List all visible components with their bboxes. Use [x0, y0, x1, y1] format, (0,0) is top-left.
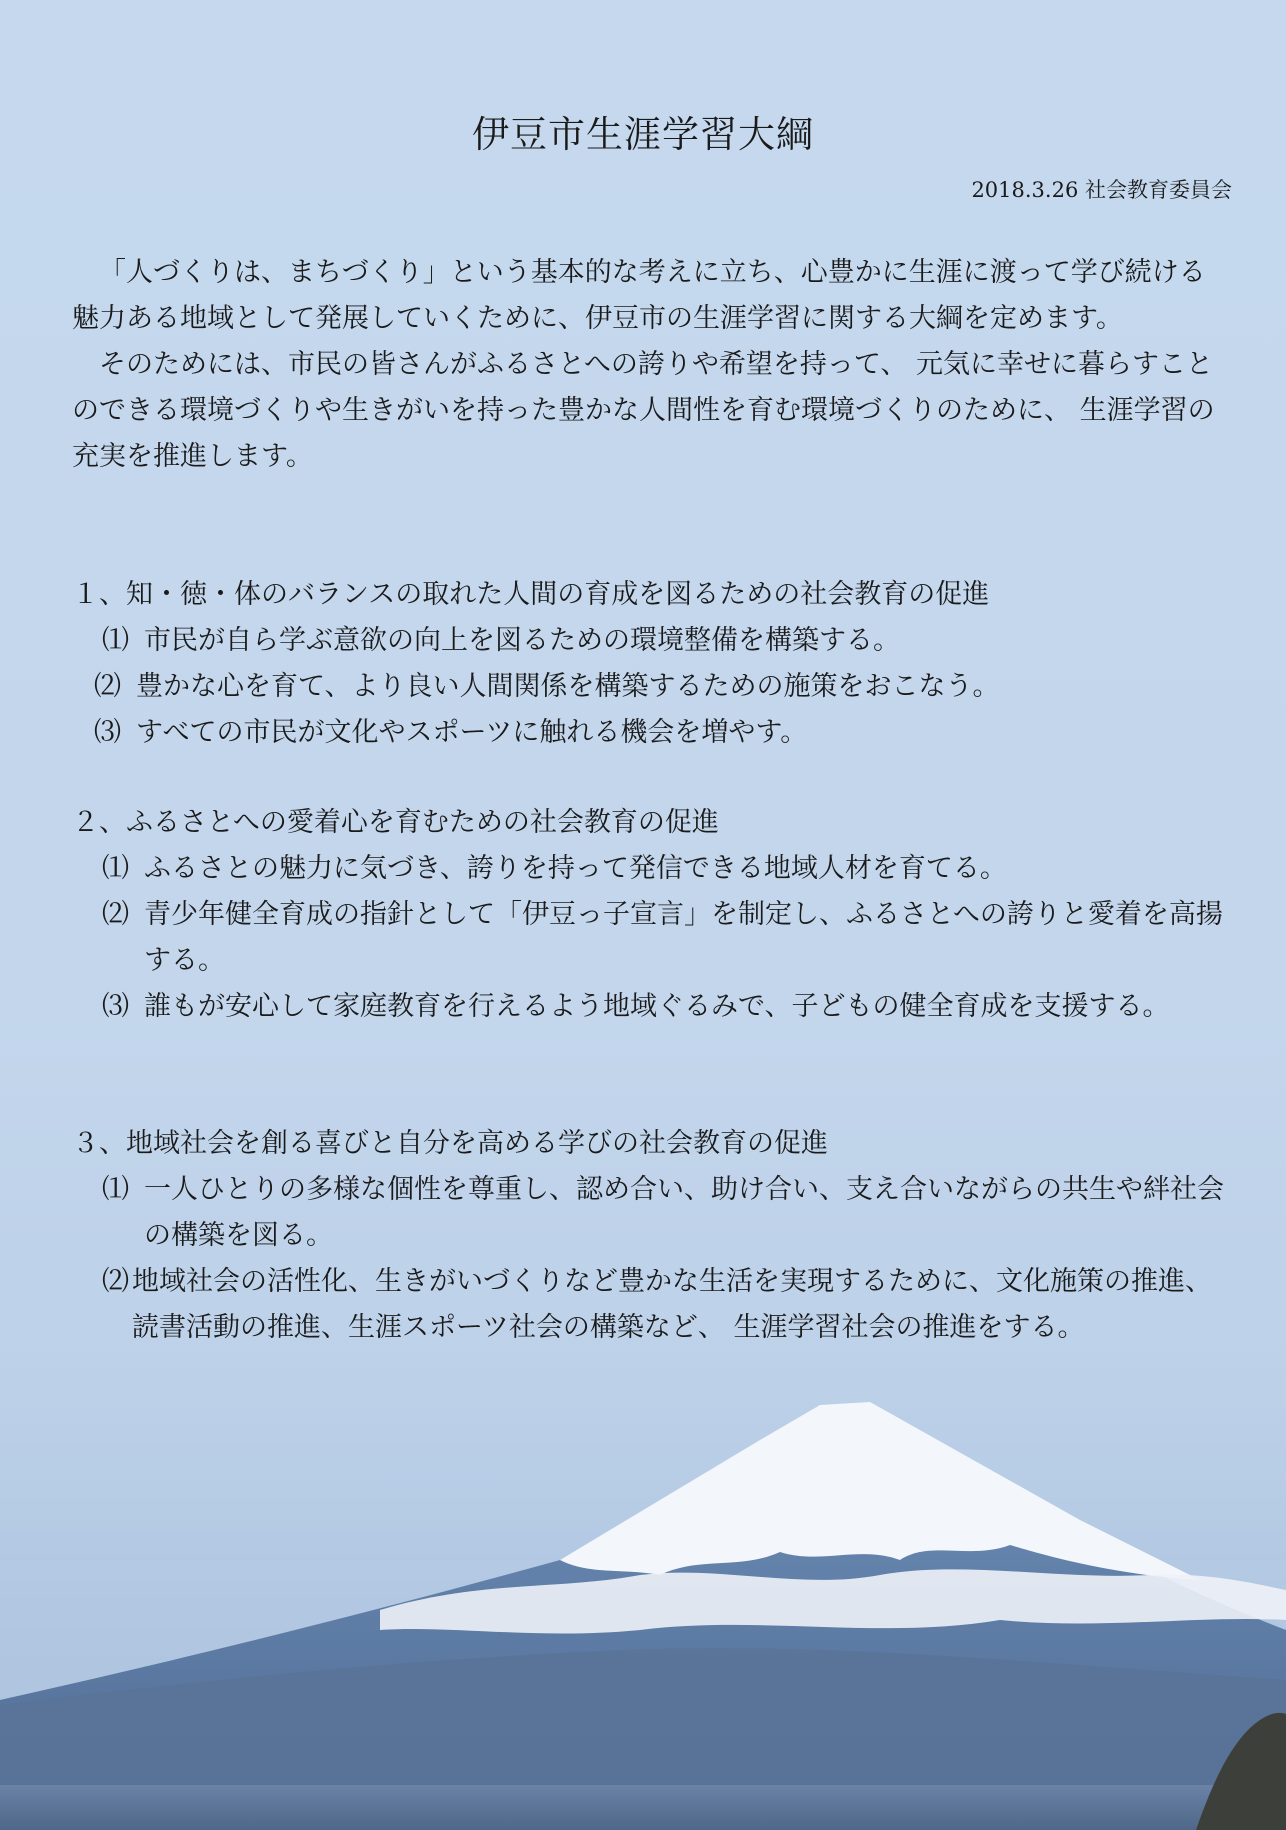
item-number: ⑶ [94, 717, 121, 748]
item-text: 一人ひとりの多様な個性を尊重し、認め合い、助け合い、支え合いながらの共生や絆社会の構築を図る。 [144, 1174, 1224, 1251]
intro-paragraph: 「人づくりは、まちづくり」という基本的な考えに立ち、心豊かに生涯に渡って学び続ける魅力ある地域として発展していくために、伊豆市の生涯学習に関する大綱を定めます。 [72, 257, 1206, 334]
list-item [72, 1259, 1232, 1351]
item-text: ふるさとの魅力に気づき、誇りを持って発信できる地域人材を育てる。 [144, 853, 1007, 884]
section-list [72, 846, 1232, 1030]
item-text: 誰もが安心して家庭教育を行えるよう地域ぐるみで、子どもの健全育成を支援する。 [144, 991, 1170, 1022]
list-item [72, 664, 1232, 710]
intro [72, 250, 1232, 480]
intro-paragraph: そのためには、市民の皆さんがふるさとへの誇りや希望を持って、 元気に幸せに暮らすことのできる環境づくりや生きがいを持った豊かな人間性を育む環境づくりのために、 生涯学習の充実を推進します。 [72, 349, 1215, 472]
section-list [72, 1167, 1232, 1351]
item-text: すべての市民が文化やスポーツに触れる機会を増やす。 [136, 717, 808, 748]
list-item [72, 846, 1232, 892]
section-heading: ３、地域社会を創る喜びと自分を高める学びの社会教育の促進 [72, 1128, 828, 1159]
list-item [72, 618, 1232, 664]
section-heading: ２、ふるさとへの愛着心を育むための社会教育の促進 [72, 807, 719, 838]
item-number: ⑵ [102, 1266, 129, 1297]
page-title: 伊豆市生涯学習大綱 [472, 113, 814, 156]
section-1 [72, 572, 1232, 756]
item-text: 市民が自ら学ぶ意欲の向上を図るための環境整備を構築する。 [144, 625, 900, 656]
item-number: ⑵ [102, 899, 129, 930]
item-text: 青少年健全育成の指針として「伊豆っ子宣言」を制定し、ふるさとへの誇りと愛着を高揚する。 [144, 899, 1223, 976]
section-2 [72, 800, 1232, 1030]
list-item [72, 984, 1232, 1030]
list-item [72, 710, 1232, 756]
item-number: ⑴ [102, 1174, 129, 1205]
item-text: 豊かな心を育て、より良い人間関係を構築するための施策をおこなう。 [136, 671, 1000, 702]
item-number: ⑶ [102, 991, 129, 1022]
item-text: 地域社会の活性化、生きがいづくりなど豊かな生活を実現するために、文化施策の推進、読書活動の推進、生涯スポーツ社会の構築など、 生涯学習社会の推進をする。 [132, 1266, 1212, 1343]
section-3 [72, 1121, 1232, 1351]
list-item [72, 892, 1232, 984]
dateline: 2018.3.26 社会教育委員会 [971, 178, 1232, 202]
item-number: ⑴ [102, 625, 129, 656]
item-number: ⑴ [102, 853, 129, 884]
list-item [72, 1167, 1232, 1259]
section-list [72, 618, 1232, 756]
section-heading: １、知・徳・体のバランスの取れた人間の育成を図るための社会教育の促進 [72, 579, 990, 610]
item-number: ⑵ [94, 671, 121, 702]
